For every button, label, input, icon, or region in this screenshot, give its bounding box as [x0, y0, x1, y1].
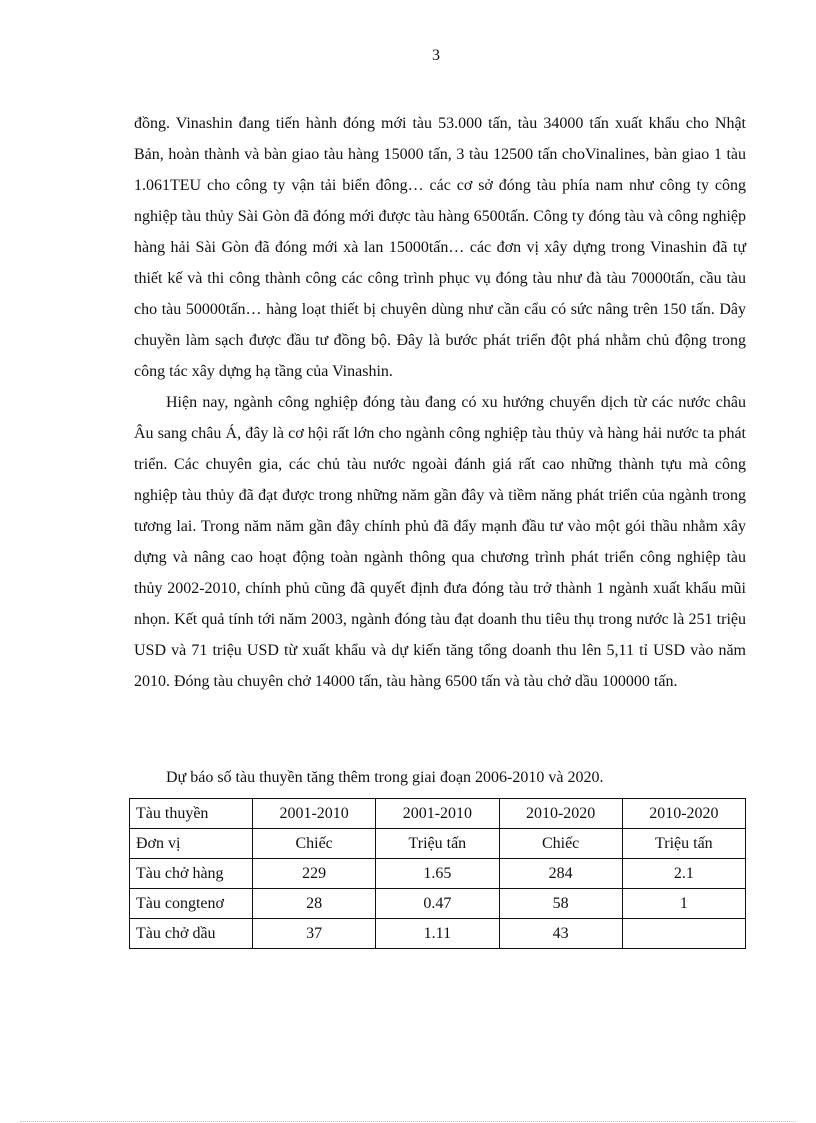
table-cell — [622, 919, 745, 949]
table-cell: Chiếc — [499, 829, 622, 859]
table-cell: 1 — [622, 889, 745, 919]
table-cell: 58 — [499, 889, 622, 919]
table-cell: 229 — [253, 859, 376, 889]
table-cell: 0.47 — [376, 889, 499, 919]
table-cell: 37 — [253, 919, 376, 949]
page-number: 3 — [432, 47, 440, 64]
paragraph-2: Hiện nay, ngành công nghiệp đóng tàu đang có xu hướng chuyển dịch từ các nước châu Âu sang châu Á, đây là cơ hội rất lớn cho ngành công nghiệp tàu thủy và hàng hải nước ta phát triển. Các chuyên gia, các chủ tàu nước ngoài đánh giá rất cao những thành tựu mà công nghiệp tàu thủy đã đạt được trong những năm gần đây và tiềm năng phát triển của ngành trong tương lai. Trong năm năm gần đây chính phủ đã đẩy mạnh đầu tư vào một gói thầu nhằm xây dựng và nâng cao hoạt động toàn ngành thông qua chương trình phát triển công nghiệp tàu thủy 2002-2010, chính phủ cũng đã quyết định đưa đóng tàu trở thành 1 ngành xuất khẩu mũi nhọn. Kết quả tính tới năm 2003, ngành đóng tàu đạt doanh thu tiêu thụ trong nước là 251 triệu USD và 71 triệu USD từ xuất khẩu và dự kiến tăng tổng doanh thu lên 5,11 tỉ USD vào năm 2010. Đóng tàu chuyên chở 14000 tấn, tàu hàng 6500 tấn và tàu chở dầu 100000 tấn. — [134, 394, 746, 690]
table-row — [130, 829, 746, 859]
table-row — [130, 799, 746, 829]
table-cell: 2010-2020 — [499, 799, 622, 829]
table-cell: Tàu chở hàng — [130, 859, 253, 889]
table-cell: 1.11 — [376, 919, 499, 949]
table-cell: 2001-2010 — [376, 799, 499, 829]
table-row — [130, 859, 746, 889]
body-text — [134, 108, 746, 697]
table-cell: Triệu tấn — [622, 829, 745, 859]
table-cell: Tàu chở dầu — [130, 919, 253, 949]
table-cell: 2010-2020 — [622, 799, 745, 829]
table-cell: Tàu congtenơ — [130, 889, 253, 919]
table-cell: 1.65 — [376, 859, 499, 889]
table-row — [130, 889, 746, 919]
table-cell: Chiếc — [253, 829, 376, 859]
table-cell: 28 — [253, 889, 376, 919]
page-bottom-divider — [20, 1121, 796, 1122]
table-cell: Triệu tấn — [376, 829, 499, 859]
table-cell: 2.1 — [622, 859, 745, 889]
paragraph-1: đồng. Vinashin đang tiến hành đóng mới tàu 53.000 tấn, tàu 34000 tấn xuất khẩu cho Nhật Bản, hoàn thành và bàn giao tàu hàng 15000 tấn, 3 tàu 12500 tấn choVinalines, bàn giao 1 tàu 1.061TEU cho công ty vận tải biển đông… các cơ sở đóng tàu phía nam như công ty công nghiệp tàu thủy Sài Gòn đã đóng mới được tàu hàng 6500tấn. Công ty đóng tàu và công nghiệp hàng hải Sài Gòn đã đóng mới xà lan 15000tấn… các đơn vị xây dựng trong Vinashin đã tự thiết kế và thi công thành công các công trình phục vụ đóng tàu như đà tàu 70000tấn, cầu tàu cho tàu 50000tấn… hàng loạt thiết bị chuyên dùng như cần cẩu có sức nâng trên 150 tấn. Dây chuyền làm sạch được đầu tư đồng bộ. Đây là bước phát triển đột phá nhằm chủ động trong công tác xây dựng hạ tầng của Vinashin. — [134, 115, 746, 380]
table-row — [130, 919, 746, 949]
table-cell: 2001-2010 — [253, 799, 376, 829]
table-cell: Đơn vị — [130, 829, 253, 859]
table-cell: Tàu thuyền — [130, 799, 253, 829]
ship-forecast-table — [129, 798, 746, 949]
table-cell: 284 — [499, 859, 622, 889]
table-cell: 43 — [499, 919, 622, 949]
table-caption: Dự báo số tàu thuyền tăng thêm trong giai đoạn 2006-2010 và 2020. — [166, 769, 604, 786]
